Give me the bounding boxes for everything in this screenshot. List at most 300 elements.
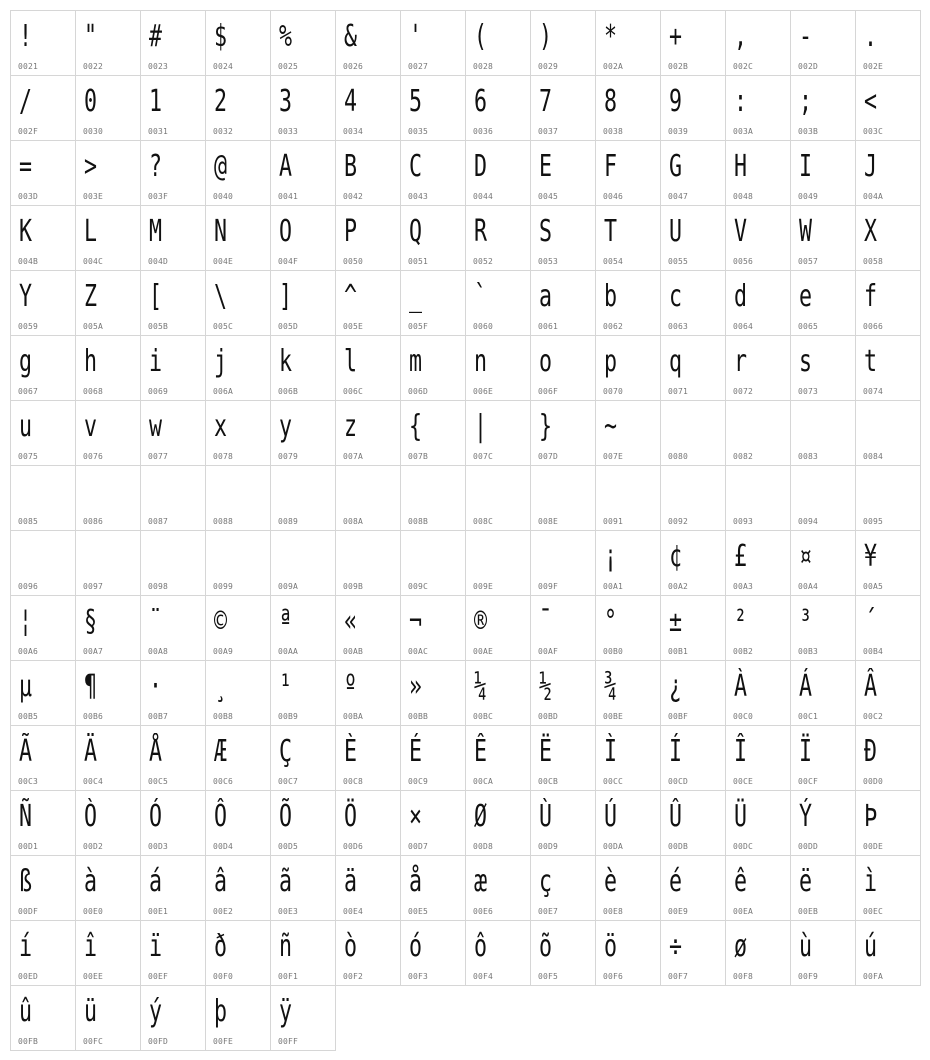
codepoint-label: 00A1 xyxy=(603,582,624,591)
codepoint-label: 00D5 xyxy=(278,842,299,851)
codepoint-label: 00E5 xyxy=(408,907,429,916)
codepoint-label: 0075 xyxy=(18,452,39,461)
glyph-character: # xyxy=(149,19,163,54)
codepoint-label: 0047 xyxy=(668,192,689,201)
glyph-cell xyxy=(790,400,856,466)
glyph-cell xyxy=(270,530,336,596)
codepoint-label: 0077 xyxy=(148,452,169,461)
glyph-character: o xyxy=(539,344,553,379)
glyph-character: U xyxy=(669,214,683,249)
codepoint-label: 00EC xyxy=(863,907,884,916)
glyph-cell xyxy=(400,725,466,791)
glyph-cell xyxy=(400,335,466,401)
glyph-cell xyxy=(595,10,661,76)
codepoint-label: 00D4 xyxy=(213,842,234,851)
glyph-character: { xyxy=(409,409,423,444)
glyph-cell xyxy=(75,465,141,531)
glyph-cell xyxy=(790,75,856,141)
glyph-cell xyxy=(140,855,206,921)
codepoint-label: 003A xyxy=(733,127,754,136)
codepoint-label: 007E xyxy=(603,452,624,461)
glyph-cell xyxy=(270,985,336,1051)
codepoint-label: 0072 xyxy=(733,387,754,396)
glyph-cell xyxy=(725,270,791,336)
glyph-cell xyxy=(790,790,856,856)
glyph-cell xyxy=(335,790,401,856)
codepoint-label: 00DA xyxy=(603,842,624,851)
glyph-character: % xyxy=(279,19,293,54)
glyph-cell xyxy=(595,465,661,531)
glyph-character: 7 xyxy=(539,84,553,119)
glyph-character: ³ xyxy=(799,604,813,639)
glyph-cell xyxy=(400,10,466,76)
glyph-cell xyxy=(400,140,466,206)
codepoint-label: 006C xyxy=(343,387,364,396)
glyph-cell xyxy=(465,465,531,531)
glyph-cell xyxy=(595,920,661,986)
glyph-character: \ xyxy=(214,279,228,314)
codepoint-label: 006A xyxy=(213,387,234,396)
glyph-cell xyxy=(855,790,921,856)
glyph-cell xyxy=(140,270,206,336)
codepoint-label: 002E xyxy=(863,62,884,71)
glyph-cell xyxy=(140,920,206,986)
glyph-cell xyxy=(465,725,531,791)
codepoint-label: 0036 xyxy=(473,127,494,136)
glyph-cell xyxy=(205,920,271,986)
glyph-cell xyxy=(75,725,141,791)
glyph-cell xyxy=(335,10,401,76)
codepoint-label: 00AB xyxy=(343,647,364,656)
glyph-character: J xyxy=(864,149,878,184)
glyph-character: X xyxy=(864,214,878,249)
codepoint-label: 00F7 xyxy=(668,972,689,981)
codepoint-label: 0061 xyxy=(538,322,559,331)
glyph-cell xyxy=(725,920,791,986)
codepoint-label: 0045 xyxy=(538,192,559,201)
glyph-character: Ò xyxy=(84,799,98,834)
glyph-cell xyxy=(335,140,401,206)
codepoint-label: 0080 xyxy=(668,452,689,461)
glyph-character: M xyxy=(149,214,163,249)
glyph-character: æ xyxy=(474,864,488,899)
glyph-cell xyxy=(465,205,531,271)
codepoint-label: 00FF xyxy=(278,1037,299,1046)
glyph-cell xyxy=(855,595,921,661)
glyph-cell xyxy=(75,985,141,1051)
glyph-character: m xyxy=(409,344,423,379)
codepoint-label: 0043 xyxy=(408,192,429,201)
codepoint-label: 00D6 xyxy=(343,842,364,851)
codepoint-label: 00C3 xyxy=(18,777,39,786)
glyph-cell xyxy=(10,140,76,206)
glyph-character: õ xyxy=(539,929,553,964)
codepoint-label: 00A9 xyxy=(213,647,234,656)
glyph-character: 5 xyxy=(409,84,423,119)
glyph-character: u xyxy=(19,409,33,444)
codepoint-label: 004D xyxy=(148,257,169,266)
glyph-character: ü xyxy=(84,994,98,1029)
glyph-cell xyxy=(465,530,531,596)
codepoint-label: 00AA xyxy=(278,647,299,656)
glyph-cell xyxy=(140,790,206,856)
glyph-character: Ã xyxy=(19,734,33,769)
codepoint-label: 00C7 xyxy=(278,777,299,786)
codepoint-label: 00E9 xyxy=(668,907,689,916)
codepoint-label: 0083 xyxy=(798,452,819,461)
glyph-character: ¨ xyxy=(149,604,163,639)
glyph-character: + xyxy=(669,19,683,54)
glyph-character: ) xyxy=(539,19,553,54)
codepoint-label: 00DD xyxy=(798,842,819,851)
glyph-character: b xyxy=(604,279,618,314)
glyph-cell xyxy=(205,140,271,206)
glyph-character: ð xyxy=(214,929,228,964)
glyph-character: [ xyxy=(149,279,163,314)
glyph-character: û xyxy=(19,994,33,1029)
codepoint-label: 00CA xyxy=(473,777,494,786)
glyph-character: ¦ xyxy=(19,604,33,639)
glyph-cell xyxy=(270,75,336,141)
glyph-cell xyxy=(595,530,661,596)
glyph-character: ¤ xyxy=(799,539,813,574)
codepoint-label: 005D xyxy=(278,322,299,331)
codepoint-label: 0066 xyxy=(863,322,884,331)
glyph-cell xyxy=(465,75,531,141)
glyph-cell xyxy=(725,75,791,141)
codepoint-label: 00A4 xyxy=(798,582,819,591)
codepoint-label: 00FA xyxy=(863,972,884,981)
glyph-cell xyxy=(335,335,401,401)
glyph-character: _ xyxy=(409,279,423,314)
codepoint-label: 003B xyxy=(798,127,819,136)
codepoint-label: 005B xyxy=(148,322,169,331)
codepoint-label: 00AF xyxy=(538,647,559,656)
codepoint-label: 0085 xyxy=(18,517,39,526)
glyph-cell xyxy=(10,75,76,141)
glyph-cell xyxy=(595,725,661,791)
codepoint-label: 0074 xyxy=(863,387,884,396)
codepoint-label: 005C xyxy=(213,322,234,331)
glyph-character: . xyxy=(864,19,878,54)
glyph-character: t xyxy=(864,344,878,379)
glyph-character: " xyxy=(84,19,98,54)
glyph-character: Û xyxy=(669,799,683,834)
glyph-character: 0 xyxy=(84,84,98,119)
glyph-cell xyxy=(855,530,921,596)
glyph-character: d xyxy=(734,279,748,314)
codepoint-label: 00CF xyxy=(798,777,819,786)
glyph-cell xyxy=(335,725,401,791)
codepoint-label: 00D9 xyxy=(538,842,559,851)
glyph-cell xyxy=(790,270,856,336)
glyph-cell xyxy=(205,660,271,726)
glyph-cell xyxy=(530,660,596,726)
codepoint-label: 003C xyxy=(863,127,884,136)
codepoint-label: 00F5 xyxy=(538,972,559,981)
glyph-character: A xyxy=(279,149,293,184)
glyph-cell xyxy=(270,465,336,531)
glyph-character: Q xyxy=(409,214,423,249)
codepoint-label: 00DC xyxy=(733,842,754,851)
glyph-cell xyxy=(660,790,726,856)
codepoint-label: 009F xyxy=(538,582,559,591)
glyph-character: Z xyxy=(84,279,98,314)
codepoint-label: 003D xyxy=(18,192,39,201)
glyph-character: ¹ xyxy=(279,669,293,704)
glyph-character: F xyxy=(604,149,618,184)
codepoint-label: 00C5 xyxy=(148,777,169,786)
glyph-cell xyxy=(10,270,76,336)
codepoint-label: 00E6 xyxy=(473,907,494,916)
codepoint-label: 00B7 xyxy=(148,712,169,721)
glyph-cell xyxy=(270,920,336,986)
codepoint-label: 00BA xyxy=(343,712,364,721)
glyph-character: 1 xyxy=(149,84,163,119)
glyph-cell xyxy=(660,75,726,141)
codepoint-label: 0065 xyxy=(798,322,819,331)
codepoint-label: 00CC xyxy=(603,777,624,786)
glyph-cell xyxy=(855,465,921,531)
glyph-character: p xyxy=(604,344,618,379)
codepoint-label: 0088 xyxy=(213,517,234,526)
glyph-grid xyxy=(10,10,920,1050)
glyph-character: N xyxy=(214,214,228,249)
glyph-cell xyxy=(205,595,271,661)
codepoint-label: 0076 xyxy=(83,452,104,461)
glyph-cell xyxy=(400,400,466,466)
glyph-character: n xyxy=(474,344,488,379)
glyph-character: ã xyxy=(279,864,293,899)
glyph-cell xyxy=(465,335,531,401)
glyph-cell xyxy=(725,595,791,661)
glyph-character: ; xyxy=(799,84,813,119)
codepoint-label: 0091 xyxy=(603,517,624,526)
glyph-character: ô xyxy=(474,929,488,964)
codepoint-label: 00F1 xyxy=(278,972,299,981)
glyph-cell xyxy=(75,855,141,921)
codepoint-label: 0073 xyxy=(798,387,819,396)
glyph-cell xyxy=(595,595,661,661)
glyph-cell xyxy=(660,595,726,661)
glyph-character: x xyxy=(214,409,228,444)
glyph-cell xyxy=(725,790,791,856)
codepoint-label: 0027 xyxy=(408,62,429,71)
codepoint-label: 0096 xyxy=(18,582,39,591)
glyph-cell xyxy=(400,660,466,726)
codepoint-label: 002B xyxy=(668,62,689,71)
glyph-character: 3 xyxy=(279,84,293,119)
codepoint-label: 00F8 xyxy=(733,972,754,981)
glyph-cell xyxy=(530,140,596,206)
glyph-cell xyxy=(530,270,596,336)
glyph-character: ² xyxy=(734,604,748,639)
glyph-cell xyxy=(205,790,271,856)
codepoint-label: 0092 xyxy=(668,517,689,526)
glyph-character: ^ xyxy=(344,279,358,314)
codepoint-label: 0067 xyxy=(18,387,39,396)
glyph-character: î xyxy=(84,929,98,964)
glyph-cell xyxy=(660,270,726,336)
codepoint-label: 004C xyxy=(83,257,104,266)
glyph-cell xyxy=(660,465,726,531)
glyph-cell xyxy=(10,205,76,271)
glyph-cell xyxy=(530,465,596,531)
glyph-character: & xyxy=(344,19,358,54)
codepoint-label: 00FE xyxy=(213,1037,234,1046)
codepoint-label: 00BC xyxy=(473,712,494,721)
glyph-character: Ê xyxy=(474,734,488,769)
glyph-character: £ xyxy=(734,539,748,574)
codepoint-label: 007A xyxy=(343,452,364,461)
glyph-character: > xyxy=(84,149,98,184)
glyph-character: ( xyxy=(474,19,488,54)
glyph-character: Ö xyxy=(344,799,358,834)
glyph-cell xyxy=(140,530,206,596)
glyph-cell xyxy=(75,75,141,141)
glyph-character: ê xyxy=(734,864,748,899)
codepoint-label: 005F xyxy=(408,322,429,331)
glyph-cell xyxy=(10,985,76,1051)
glyph-cell xyxy=(140,400,206,466)
codepoint-label: 00EE xyxy=(83,972,104,981)
glyph-character: q xyxy=(669,344,683,379)
glyph-cell xyxy=(10,465,76,531)
codepoint-label: 0029 xyxy=(538,62,559,71)
codepoint-label: 008E xyxy=(538,517,559,526)
glyph-character: ® xyxy=(474,604,488,639)
glyph-cell xyxy=(530,205,596,271)
glyph-cell xyxy=(530,400,596,466)
glyph-cell xyxy=(660,335,726,401)
glyph-cell xyxy=(790,920,856,986)
codepoint-label: 0059 xyxy=(18,322,39,331)
codepoint-label: 005E xyxy=(343,322,364,331)
codepoint-label: 0042 xyxy=(343,192,364,201)
glyph-cell xyxy=(660,855,726,921)
glyph-character: ¾ xyxy=(604,669,618,704)
glyph-cell xyxy=(855,75,921,141)
glyph-cell xyxy=(530,595,596,661)
glyph-character: ? xyxy=(149,149,163,184)
codepoint-label: 00E8 xyxy=(603,907,624,916)
codepoint-label: 002F xyxy=(18,127,39,136)
glyph-character: É xyxy=(409,734,423,769)
codepoint-label: 00FC xyxy=(83,1037,104,1046)
glyph-cell xyxy=(400,790,466,856)
glyph-character: @ xyxy=(214,149,228,184)
glyph-character: ¶ xyxy=(84,669,98,704)
glyph-cell xyxy=(10,400,76,466)
glyph-character: ¸ xyxy=(214,669,228,704)
glyph-character: j xyxy=(214,344,228,379)
glyph-cell xyxy=(530,790,596,856)
codepoint-label: 00A5 xyxy=(863,582,884,591)
codepoint-label: 00EF xyxy=(148,972,169,981)
glyph-cell xyxy=(660,10,726,76)
glyph-character: I xyxy=(799,149,813,184)
codepoint-label: 007D xyxy=(538,452,559,461)
glyph-cell xyxy=(205,530,271,596)
codepoint-label: 00A8 xyxy=(148,647,169,656)
glyph-character: ° xyxy=(604,604,618,639)
glyph-cell xyxy=(725,335,791,401)
codepoint-label: 00C6 xyxy=(213,777,234,786)
codepoint-label: 00E0 xyxy=(83,907,104,916)
codepoint-label: 00BE xyxy=(603,712,624,721)
glyph-cell xyxy=(75,790,141,856)
glyph-cell xyxy=(725,10,791,76)
glyph-cell xyxy=(335,660,401,726)
glyph-character: ½ xyxy=(539,669,553,704)
glyph-cell xyxy=(335,595,401,661)
glyph-cell xyxy=(205,270,271,336)
glyph-cell xyxy=(140,465,206,531)
glyph-character: § xyxy=(84,604,98,639)
glyph-cell xyxy=(75,920,141,986)
glyph-cell xyxy=(660,400,726,466)
glyph-cell xyxy=(465,400,531,466)
glyph-cell xyxy=(205,335,271,401)
glyph-character: ù xyxy=(799,929,813,964)
codepoint-label: 0098 xyxy=(148,582,169,591)
glyph-cell xyxy=(725,855,791,921)
codepoint-label: 00B6 xyxy=(83,712,104,721)
glyph-cell xyxy=(595,790,661,856)
glyph-character: L xyxy=(84,214,98,249)
glyph-cell xyxy=(75,335,141,401)
glyph-cell xyxy=(335,270,401,336)
glyph-cell xyxy=(465,595,531,661)
glyph-character: 6 xyxy=(474,84,488,119)
codepoint-label: 00D3 xyxy=(148,842,169,851)
glyph-character: µ xyxy=(19,669,33,704)
glyph-cell xyxy=(270,10,336,76)
codepoint-label: 0031 xyxy=(148,127,169,136)
glyph-cell xyxy=(725,725,791,791)
glyph-character: P xyxy=(344,214,358,249)
glyph-cell xyxy=(660,205,726,271)
glyph-character: * xyxy=(604,19,618,54)
codepoint-label: 00A7 xyxy=(83,647,104,656)
glyph-character: B xyxy=(344,149,358,184)
codepoint-label: 0038 xyxy=(603,127,624,136)
codepoint-label: 007B xyxy=(408,452,429,461)
codepoint-label: 0094 xyxy=(798,517,819,526)
glyph-cell xyxy=(10,855,76,921)
glyph-cell xyxy=(855,920,921,986)
codepoint-label: 0082 xyxy=(733,452,754,461)
codepoint-label: 00C4 xyxy=(83,777,104,786)
glyph-character: Î xyxy=(734,734,748,769)
glyph-cell xyxy=(790,595,856,661)
glyph-cell xyxy=(270,140,336,206)
codepoint-label: 0034 xyxy=(343,127,364,136)
codepoint-label: 003E xyxy=(83,192,104,201)
codepoint-label: 00CB xyxy=(538,777,559,786)
glyph-character: å xyxy=(409,864,423,899)
glyph-character: 8 xyxy=(604,84,618,119)
glyph-character: ~ xyxy=(604,409,618,444)
codepoint-label: 0025 xyxy=(278,62,299,71)
glyph-character: ú xyxy=(864,929,878,964)
codepoint-label: 0084 xyxy=(863,452,884,461)
codepoint-label: 00BB xyxy=(408,712,429,721)
codepoint-label: 0058 xyxy=(863,257,884,266)
glyph-cell xyxy=(10,725,76,791)
glyph-cell xyxy=(530,855,596,921)
codepoint-label: 0040 xyxy=(213,192,234,201)
